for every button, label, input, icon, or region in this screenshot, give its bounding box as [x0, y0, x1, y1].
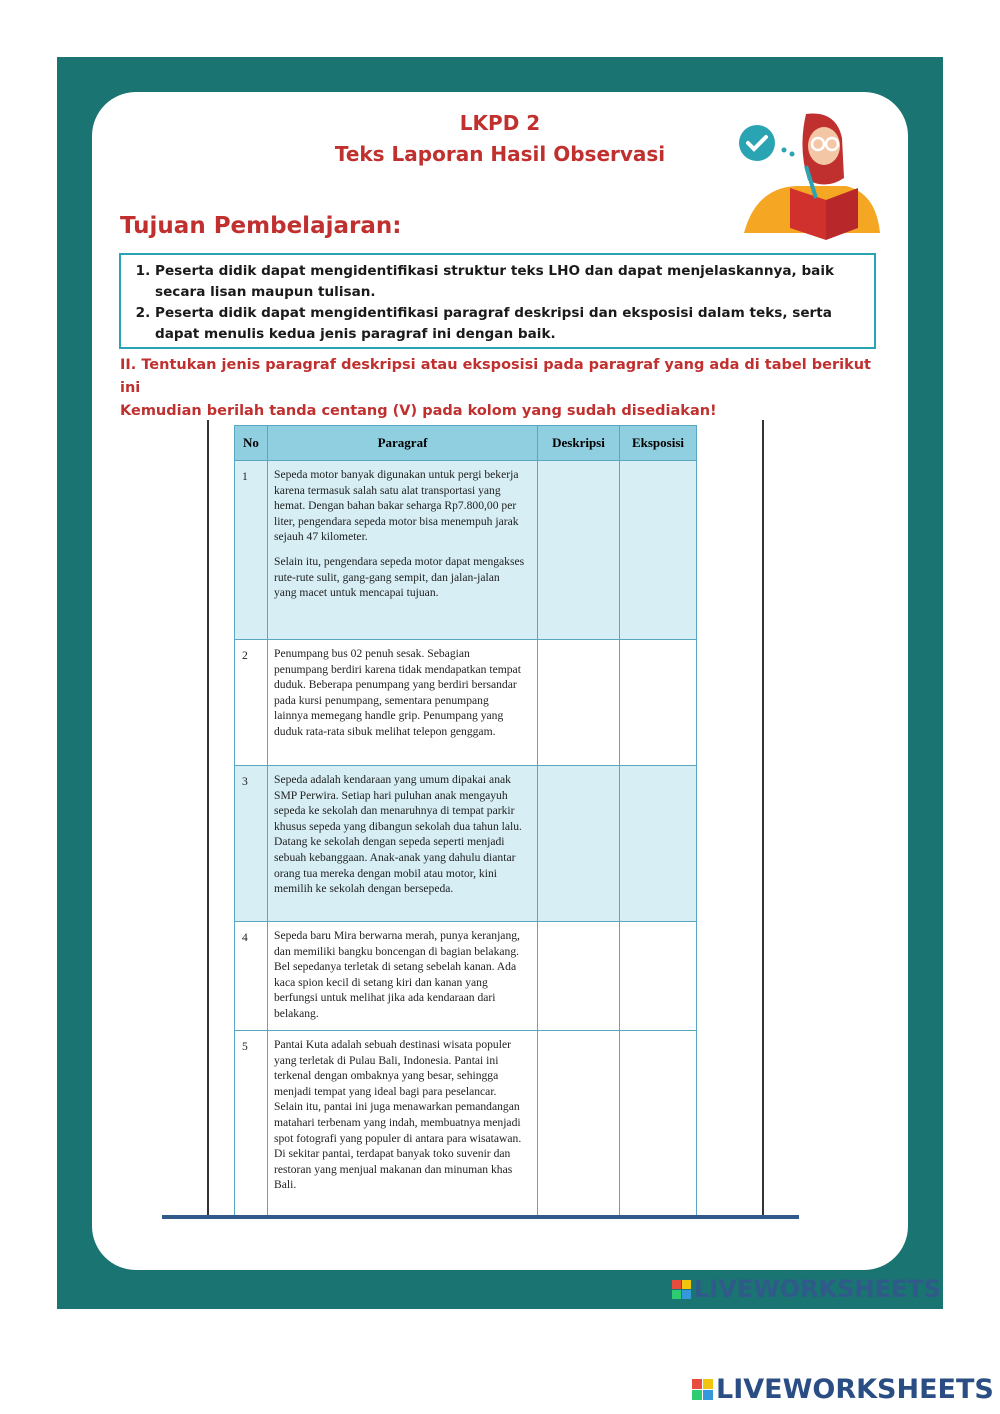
deskripsi-check-cell[interactable] [538, 640, 620, 766]
eksposisi-check-cell[interactable] [620, 922, 697, 1031]
liveworksheets-logo-footer [692, 1374, 994, 1405]
logo-tile-icon [692, 1379, 713, 1400]
eksposisi-check-cell[interactable] [620, 766, 697, 922]
paragraph-cell [268, 461, 538, 640]
table-row [235, 1031, 697, 1219]
scan-border-left [207, 420, 209, 1216]
header-deskripsi: Deskripsi [538, 426, 620, 461]
paragraph-cell [268, 640, 538, 766]
row-number: 3 [235, 766, 268, 922]
table-row [235, 922, 697, 1031]
paragraph-table [234, 425, 697, 1219]
liveworksheets-logo-inner [672, 1275, 941, 1303]
header-no: No [235, 426, 268, 461]
learning-goals-heading: Tujuan Pembelajaran: [120, 213, 402, 239]
table-bottom-rule [162, 1215, 799, 1219]
row-number: 5 [235, 1031, 268, 1219]
table-row [235, 766, 697, 922]
paragraph-text: Pantai Kuta adalah sebuah destinasi wisata populer yang terletak di Pulau Bali, Indonesia. Pantai ini terkenal dengan ombaknya yang besar, sehingga menjadi tempat yang ideal bagi para peselancar. Selain itu, pantai ini juga menawarkan pemandangan matahari terbenam yang indah, membuatnya menjadi spot fotografi yang populer di antara para wisatawan. Di sekitar pantai, terdapat banyak toko suvenir dan restoran yang menjual makanan dan minuman khas Bali. [274, 1038, 522, 1192]
paragraph-text: Sepeda adalah kendaraan yang umum dipakai anak SMP Perwira. Setiap hari puluhan anak mengayuh sepeda ke sekolah dan menaruhnya di tempat parkir khusus sepeda yang dibangun sekolah dua tahun lalu. Datang ke sekolah dengan sepeda seperti menjadi sebuah kebanggaan. Anak-anak yang dahulu diantar orang tua mereka dengan mobil atau motor, kini memilih ke sekolah dengan bersepeda. [274, 773, 522, 896]
eksposisi-check-cell[interactable] [620, 1031, 697, 1219]
student-reading-illustration [736, 108, 882, 243]
logo-tile-icon [672, 1280, 691, 1299]
eksposisi-check-cell[interactable] [620, 461, 697, 640]
deskripsi-check-cell[interactable] [538, 766, 620, 922]
paragraph-cell [268, 1031, 538, 1219]
logo-tile-square [672, 1280, 681, 1289]
eksposisi-check-cell[interactable] [620, 640, 697, 766]
instruction-line-1: II. Tentukan jenis paragraf deskripsi atau eksposisi pada paragraf yang ada di tabel berikut ini [120, 357, 871, 396]
learning-goal-2: 2. Peserta didik dapat mengidentifikasi paragraf deskripsi dan eksposisi dalam teks, serta dapat menulis kedua jenis paragraf ini dengan baik. [155, 303, 864, 345]
logo-text: LIVEWORKSHEETS [694, 1275, 941, 1303]
logo-tile-square [703, 1379, 713, 1389]
logo-tile-square [682, 1280, 691, 1289]
learning-goals-box [119, 253, 876, 349]
logo-tile-square [692, 1390, 702, 1400]
row-number: 4 [235, 922, 268, 1031]
learning-goals-list [139, 261, 864, 345]
logo-tile-square [682, 1290, 691, 1299]
logo-tile-square [672, 1290, 681, 1299]
row-number: 1 [235, 461, 268, 640]
table-row [235, 461, 697, 640]
worksheet-subtitle: Teks Laporan Hasil Observasi [334, 142, 666, 166]
deskripsi-check-cell[interactable] [538, 922, 620, 1031]
row-number: 2 [235, 640, 268, 766]
table-header-row [235, 426, 697, 461]
logo-tile-square [692, 1379, 702, 1389]
instruction-line-2: Kemudian berilah tanda centang (V) pada kolom yang sudah disediakan! [120, 403, 717, 419]
instruction-text [120, 354, 880, 423]
worksheet-title: LKPD 2 [459, 111, 541, 135]
paragraph-text: Sepeda baru Mira berwarna merah, punya keranjang, dan memiliki bangku boncengan di bagian belakang. Bel sepedanya terletak di setang sebelah kanan. Ada kaca spion kecil di setang kiri dan kanan yang berfungsi untuk melihat jika ada kendaraan dari belakang. [274, 929, 520, 1020]
logo-tile-square [703, 1390, 713, 1400]
header-paragraf: Paragraf [268, 426, 538, 461]
paragraph-cell [268, 922, 538, 1031]
paragraph-text: Sepeda motor banyak digunakan untuk pergi bekerja karena termasuk salah satu alat transportasi yang hemat. Dengan bahan bakar seharga Rp7.800,00 per liter, pengendara sepeda motor bisa menempuh jarak sejauh 47 kilometer. [274, 468, 519, 544]
deskripsi-check-cell[interactable] [538, 461, 620, 640]
paragraph-cell [268, 766, 538, 922]
learning-goal-1: 1. Peserta didik dapat mengidentifikasi struktur teks LHO dan dapat menjelaskannya, baik secara lisan maupun tulisan. [155, 261, 864, 303]
logo-text: LIVEWORKSHEETS [716, 1374, 994, 1405]
header-eksposisi: Eksposisi [620, 426, 697, 461]
scan-border-right [762, 420, 764, 1216]
table-row [235, 640, 697, 766]
paragraph-text: Selain itu, pengendara sepeda motor dapat mengakses rute-rute sulit, gang-gang sempit, dan jalan-jalan yang macet untuk mencapai tujuan. [274, 554, 525, 600]
deskripsi-check-cell[interactable] [538, 1031, 620, 1219]
paragraph-text: Penumpang bus 02 penuh sesak. Sebagian penumpang berdiri karena tidak mendapatkan tempat duduk. Beberapa penumpang yang berdiri bersandar pada kursi penumpang, sementara penumpang lainnya memegang handle grip. Penumpang yang duduk rata-rata sibuk melihat telepon genggam. [274, 647, 521, 738]
